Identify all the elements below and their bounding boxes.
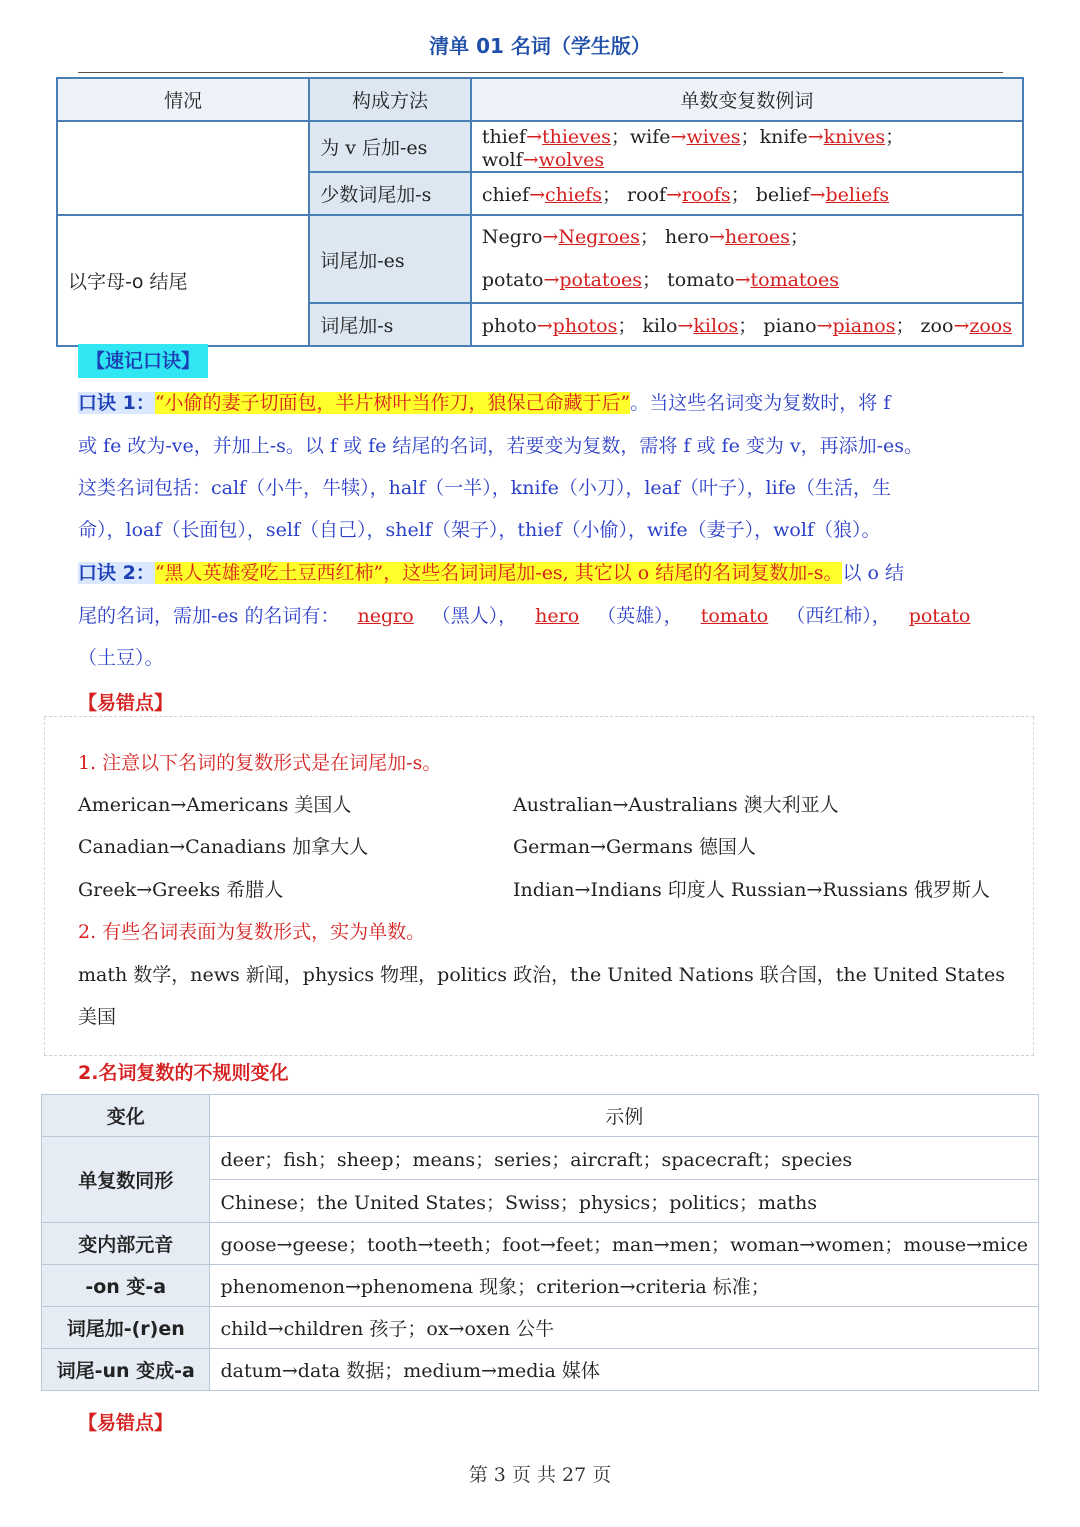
example-plural: potatoes (559, 269, 643, 291)
method-cell: 词尾加-s (309, 303, 471, 346)
mnemonic-2-label: 口诀 2： (78, 562, 155, 584)
example-line: 美国 (78, 1006, 117, 1028)
table-row (57, 121, 1023, 172)
category-cell: 变内部元音 (42, 1223, 210, 1265)
example-cell: goose→geese；tooth→teeth；foot→feet；man→men；woman→women；mouse→mice (210, 1223, 1039, 1265)
example-item: Indian→Indians 印度人 Russian→Russians 俄罗斯人 (513, 879, 990, 901)
section-2-title: 2.名词复数的不规则变化 (78, 1062, 289, 1084)
fill-blank: negro (357, 605, 414, 627)
example-plural: kilos (693, 315, 739, 337)
example-base: roof (627, 184, 667, 206)
mnemonic-2-text: 尾的名词，需加-es 的名词有： (78, 605, 340, 627)
header-divider (78, 72, 1003, 73)
example-plural: beliefs (825, 184, 890, 206)
example-base: wolf (481, 149, 523, 171)
gloss: （西红柿）， (786, 605, 891, 627)
example-plural: thieves (541, 126, 611, 148)
example-base: piano (763, 315, 817, 337)
mnemonic-2-text: 以 o 结 (842, 562, 904, 584)
example-plural: chiefs (544, 184, 602, 206)
table-row (42, 1223, 1039, 1265)
example-item: Australian→Australians 澳大利亚人 (513, 794, 839, 816)
example-item: American→Americans 美国人 (78, 794, 352, 816)
situation-cell (57, 121, 309, 215)
table-header-cell: 构成方法 (309, 78, 471, 121)
example-item: Greek→Greeks 希腊人 (78, 879, 284, 901)
mnemonic-2-line-2 (78, 595, 1008, 637)
example-cell: phenomenon→phenomena 现象；criterion→criteria 标准； (210, 1265, 1039, 1307)
error-points-title: 【易错点】 (78, 692, 174, 714)
mnemonic-1-text: 。当这些名词变为复数时，将 f (630, 392, 891, 414)
example-plural: wolves (538, 149, 605, 171)
plural-rules-table (56, 77, 1024, 347)
method-cell: 词尾加-es (309, 215, 471, 303)
examples-cell: Negro→Negroes； hero→heroes； potato→potatoes； tomato→tomatoes (471, 215, 1023, 303)
mnemonic-2-line-3: （土豆）。 (78, 647, 164, 669)
example-base: wife (629, 126, 671, 148)
table-header-cell: 变化 (42, 1095, 210, 1137)
situation-cell: 以字母-o 结尾 (57, 215, 309, 346)
irregular-plural-table (41, 1094, 1039, 1391)
example-plural: roofs (681, 184, 731, 206)
example-base: knife (759, 126, 808, 148)
mnemonic-1-label: 口诀 1： (78, 392, 155, 414)
mnemonic-tag: 【速记口诀】 (78, 344, 208, 378)
example-plural: Negroes (558, 226, 640, 248)
category-cell: -on 变-a (42, 1265, 210, 1307)
example-item: German→Germans 德国人 (513, 836, 756, 858)
example-base: potato (481, 269, 544, 291)
table-row (57, 215, 1023, 303)
example-cell: Chinese；the United States；Swiss；physics；politics；maths (210, 1180, 1039, 1223)
example-base: Negro (481, 226, 543, 248)
mnemonic-1-line-3: 这类名词包括：calf（小牛，牛犊），half（一半），knife（小刀），leaf（叶子），life（生活，生 (78, 477, 891, 499)
table-row (42, 1137, 1039, 1180)
example-line: math 数学，news 新闻，physics 物理，politics 政治，the United Nations 联合国，the United States (78, 964, 1005, 986)
fill-blank: potato (908, 605, 971, 627)
example-base: thief (481, 126, 527, 148)
example-base: photo (481, 315, 537, 337)
table-row (42, 1349, 1039, 1391)
table-header-row (57, 78, 1023, 121)
mnemonic-1-quote: “小偷的妻子切面包，半片树叶当作刀，狼保己命藏于后” (154, 392, 631, 414)
example-plural: zoos (969, 315, 1012, 337)
example-base: chief (481, 184, 530, 206)
error-point-2: 2. 有些名词表面为复数形式，实为单数。 (78, 921, 426, 943)
examples-cell: thief→thieves；wife→wives；knife→knives；wolf→wolves (471, 121, 1023, 172)
gloss: （英雄）， (597, 605, 683, 627)
method-cell: 为 v 后加-es (309, 121, 471, 172)
table-header-cell: 情况 (57, 78, 309, 121)
fill-blank: hero (535, 605, 580, 627)
table-header-cell: 示例 (210, 1095, 1039, 1137)
example-plural: heroes (724, 226, 790, 248)
method-cell: 少数词尾加-s (309, 172, 471, 215)
example-base: tomato (667, 269, 735, 291)
example-cell: child→children 孩子；ox→oxen 公牛 (210, 1307, 1039, 1349)
mnemonic-2-quote: “黑人英雄爱吃土豆西红柿”，这些名词词尾加-es, 其它以 o 结尾的名词复数加-s。 (154, 562, 843, 584)
table-row (42, 1307, 1039, 1349)
example-plural: tomatoes (750, 269, 839, 291)
gloss: （黑人）， (431, 605, 518, 627)
category-cell: 词尾-un 变成-a (42, 1349, 210, 1391)
mnemonic-1-line (78, 382, 1008, 424)
example-base: zoo (920, 315, 954, 337)
example-base: kilo (642, 315, 678, 337)
examples-cell: chief→chiefs； roof→roofs； belief→beliefs (471, 172, 1023, 215)
table-header-row (42, 1095, 1039, 1137)
example-base: hero (664, 226, 709, 248)
table-header-cell: 单数变复数例词 (471, 78, 1023, 121)
example-cell: datum→data 数据；medium→media 媒体 (210, 1349, 1039, 1391)
mnemonic-1-line-4: 命），loaf（长面包），self（自己），shelf（架子），thief（小偷），wife（妻子），wolf（狼）。 (78, 519, 881, 541)
examples-cell: photo→photos； kilo→kilos； piano→pianos； zoo→zoos (471, 303, 1023, 346)
category-cell: 单复数同形 (42, 1137, 210, 1223)
example-base: belief (755, 184, 810, 206)
page-footer: 第 3 页 共 27 页 (468, 1464, 612, 1486)
fill-blank: tomato (700, 605, 769, 627)
mnemonic-1-line-2: 或 fe 改为-ve，并加上-s。以 f 或 fe 结尾的名词，若要变为复数，需将 f 或 fe 变为 v，再添加-es。 (78, 435, 924, 457)
error-points-title-2: 【易错点】 (78, 1412, 174, 1434)
category-cell: 词尾加-(r)en (42, 1307, 210, 1349)
example-cell: deer；fish；sheep；means；series；aircraft；spacecraft；species (210, 1137, 1039, 1180)
mnemonic-2-line (78, 552, 1008, 594)
example-plural: photos (552, 315, 618, 337)
example-plural: pianos (832, 315, 896, 337)
table-row (42, 1265, 1039, 1307)
example-plural: wives (686, 126, 741, 148)
example-plural: knives (823, 126, 886, 148)
page-title: 清单 01 名词（学生版） (429, 34, 651, 58)
example-item: Canadian→Canadians 加拿大人 (78, 836, 369, 858)
error-point-1: 1. 注意以下名词的复数形式是在词尾加-s。 (78, 752, 442, 774)
